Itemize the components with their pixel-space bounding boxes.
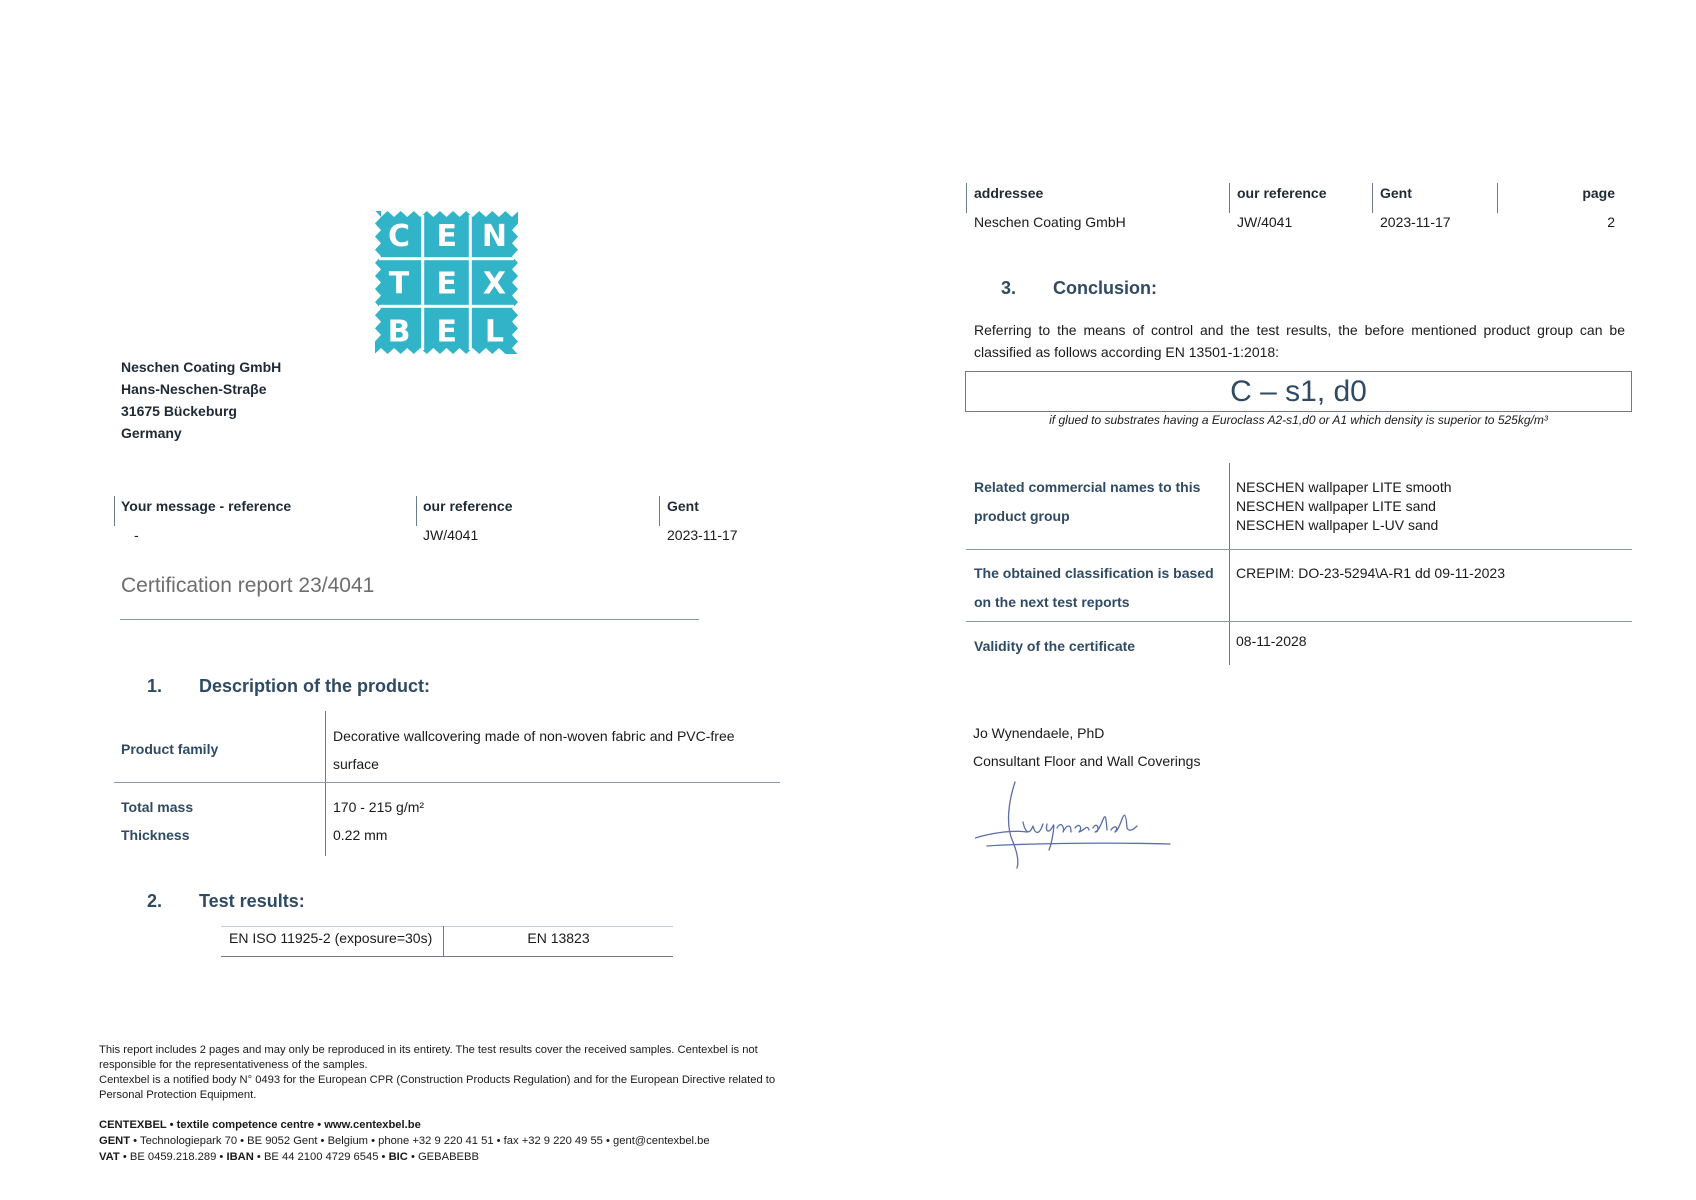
validity-value: 08-11-2028: [1236, 633, 1307, 649]
classification-note: if glued to substrates having a Euroclass A2-s1,d0 or A1 which density is superior to 525kg/m³: [1049, 413, 1548, 427]
product-table-rule: [114, 782, 780, 783]
p2-value-our-reference: JW/4041: [1237, 214, 1293, 230]
ref-value-our-reference: JW/4041: [423, 527, 479, 543]
thickness-label: Thickness: [121, 827, 190, 843]
footer-org-line: CENTEXBEL • textile competence centre • www.centexbel.be: [99, 1119, 421, 1131]
logo-letter: L: [484, 314, 504, 350]
logo-letter: E: [436, 314, 457, 350]
section1-title: Description of the product:: [199, 676, 430, 696]
total-mass-value: 170 - 215 g/m²: [333, 799, 425, 815]
footer-gent-text: • Technologiepark 70 • BE 9052 Gent • Belgium • phone +32 9 220 41 51 • fax +32 9 220 49 55 • gent@centexbel.be: [130, 1135, 710, 1147]
logo-letter: E: [436, 266, 457, 302]
logo-letter: C: [387, 219, 411, 254]
section1-number: 1.: [147, 676, 163, 696]
centexbel-logo: [375, 211, 518, 354]
footer-iban-text: • BE 44 2100 4729 6545 •: [253, 1151, 389, 1163]
ref-header-message: Your message - reference: [121, 498, 292, 514]
logo-letter: N: [481, 219, 507, 254]
section3-title: Conclusion:: [1053, 278, 1157, 298]
footer-bic-text: • GEBABEBB: [407, 1151, 479, 1163]
title-underline: [120, 619, 699, 620]
section2-number: 2.: [147, 891, 163, 911]
address-country: Germany: [121, 425, 182, 441]
logo-letter: E: [436, 219, 457, 254]
thickness-value: 0.22 mm: [333, 827, 388, 843]
commercial-name-3: NESCHEN wallpaper L-UV sand: [1236, 517, 1439, 533]
p2-header-divider: [1229, 183, 1230, 213]
classification-box: C – s1, d0: [965, 371, 1632, 412]
classification-basis-label-line2: on the next test reports: [974, 594, 1130, 610]
logo-letter: B: [387, 314, 411, 350]
classification-basis-value: CREPIM: DO-23-5294\A-R1 dd 09-11-2023: [1236, 565, 1505, 581]
test-table-top-rule: [221, 926, 673, 927]
conclusion-text-line2: classified as follows according EN 13501-1:2018:: [974, 344, 1280, 360]
report-title: Certification report 23/4041: [121, 574, 375, 597]
test-standard-1: EN ISO 11925-2 (exposure=30s): [229, 930, 433, 946]
footer-gent-line: [99, 1134, 710, 1149]
logo-letter: T: [388, 266, 410, 302]
centexbel-logo-graphic: [375, 211, 518, 354]
logo-grid-line: [469, 215, 472, 350]
p2-header-divider: [1497, 183, 1498, 213]
p2-header-divider: [966, 183, 967, 213]
p2-value-date: 2023-11-17: [1380, 214, 1451, 230]
p2-header-gent: Gent: [1380, 185, 1412, 201]
commercial-names-label-line1: Related commercial names to this: [974, 479, 1201, 495]
commercial-names-label-line2: product group: [974, 508, 1070, 524]
p2-header-addressee: addressee: [974, 185, 1044, 201]
address-city: 31675 Bückeburg: [121, 403, 237, 419]
section2-title: Test results:: [199, 891, 305, 911]
info-table-rule: [966, 549, 1632, 550]
logo-grid-line: [379, 305, 514, 308]
p2-value-page: 2: [1607, 214, 1615, 230]
footer-gent-label: GENT: [99, 1135, 131, 1147]
section3-number: 3.: [1001, 278, 1017, 298]
total-mass-label: Total mass: [121, 799, 194, 815]
p2-header-our-reference: our reference: [1237, 185, 1327, 201]
address-company: Neschen Coating GmbH: [121, 359, 282, 375]
address-street: Hans-Neschen-Straβe: [121, 381, 267, 397]
product-table-divider: [325, 711, 326, 856]
footer-iban-label: IBAN: [226, 1151, 254, 1163]
footer-bic-label: BIC: [388, 1151, 408, 1163]
product-family-value-line1: Decorative wallcovering made of non-woven fabric and PVC-free: [333, 728, 735, 744]
signature: [975, 780, 1175, 877]
ref-value-date: 2023-11-17: [667, 527, 738, 543]
classification-basis-label-line1: The obtained classification is based: [974, 565, 1214, 581]
logo-grid-line: [379, 257, 514, 260]
footer-disclaimer-line1: This report includes 2 pages and may only be reproduced in its entirety. The test results cover the received samples. Centexbel is not: [99, 1044, 758, 1056]
info-table-rule: [966, 621, 1632, 622]
logo-letter: X: [482, 266, 506, 302]
logo-grid-line: [421, 215, 424, 350]
product-family-label: Product family: [121, 741, 219, 757]
signature-graphic: [975, 780, 1175, 872]
product-family-value-line2: surface: [333, 756, 379, 772]
info-table-divider: [1229, 463, 1230, 665]
footer-vat-line: [99, 1150, 479, 1165]
footer-vat-text: • BE 0459.218.289 •: [119, 1151, 227, 1163]
signatory-role: Consultant Floor and Wall Coverings: [973, 753, 1201, 769]
ref-table-divider: [659, 496, 660, 526]
ref-header-our-reference: our reference: [423, 498, 513, 514]
validity-label: Validity of the certificate: [974, 638, 1136, 654]
footer-disclaimer-line3: Centexbel is a notified body N° 0493 for the European CPR (Construction Products Regulation) and for the European Directive related to: [99, 1074, 776, 1086]
footer-vat-label: VAT: [99, 1151, 120, 1163]
p2-value-addressee: Neschen Coating GmbH: [974, 214, 1126, 230]
test-table-bottom-rule: [221, 956, 673, 957]
footer-disclaimer-line2: responsible for the representativeness of the samples.: [99, 1059, 368, 1071]
test-standard-2: EN 13823: [527, 930, 590, 946]
signatory-name: Jo Wynendaele, PhD: [973, 725, 1105, 741]
ref-table-divider: [416, 496, 417, 526]
p2-header-page: page: [1582, 185, 1615, 201]
ref-value-message: -: [134, 527, 139, 543]
footer-disclaimer-line4: Personal Protection Equipment.: [99, 1089, 257, 1101]
ref-header-gent: Gent: [667, 498, 699, 514]
ref-table-divider: [114, 496, 115, 526]
p2-header-divider: [1372, 183, 1373, 213]
commercial-name-1: NESCHEN wallpaper LITE smooth: [1236, 479, 1452, 495]
conclusion-text-line1: Referring to the means of control and the test results, the before mentioned product group can be: [974, 322, 1625, 338]
commercial-name-2: NESCHEN wallpaper LITE sand: [1236, 498, 1436, 514]
